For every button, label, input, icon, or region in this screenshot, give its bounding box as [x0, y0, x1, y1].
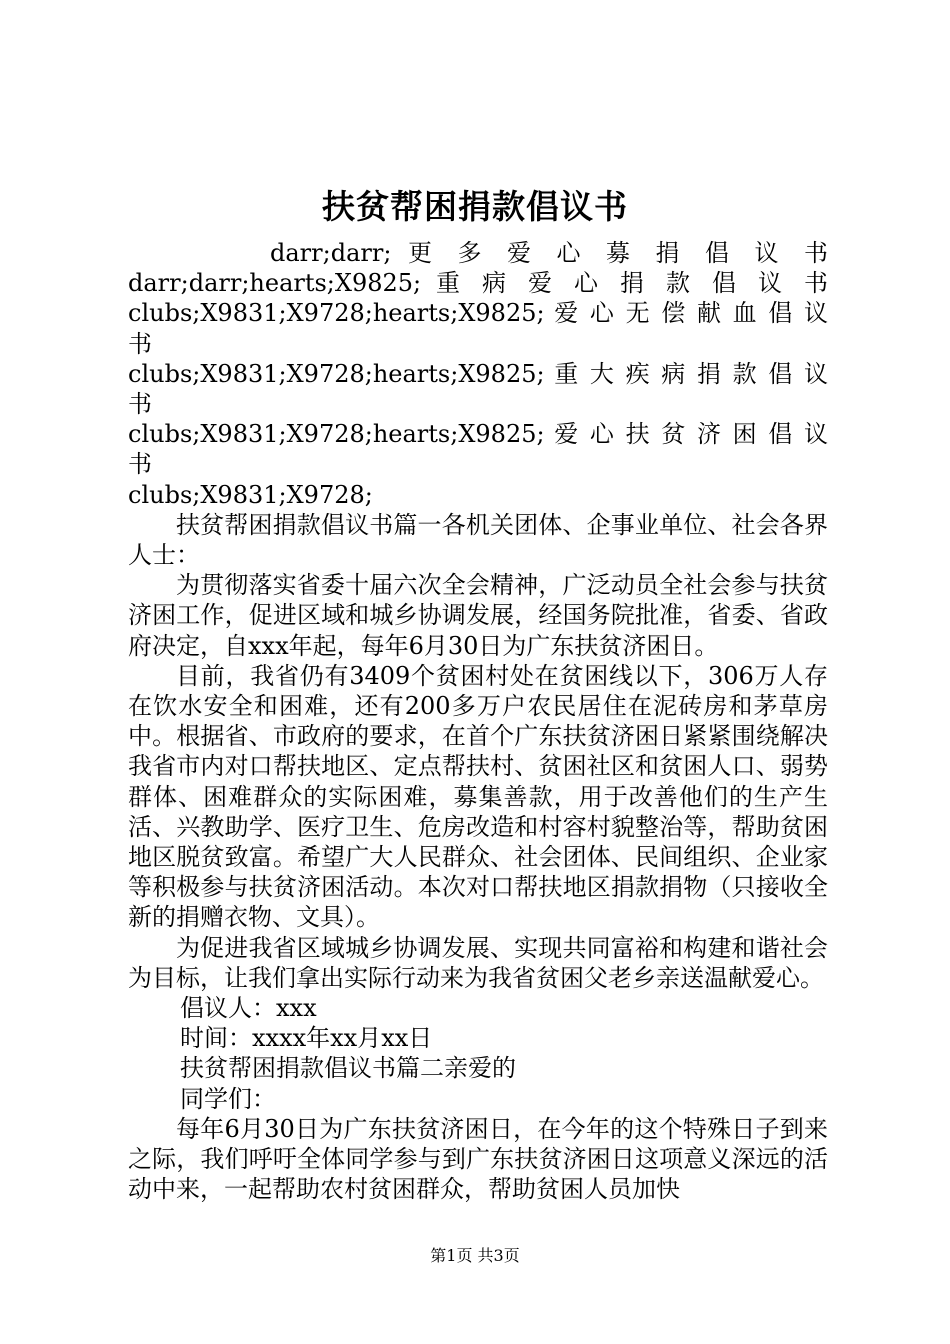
intro-line-2: darr;darr;hearts;X9825; 重 病 爱 心 捐 款 倡 议 书	[128, 269, 828, 298]
intro-line-1: darr;darr; 更 多 爱 心 募 捐 倡 议 书	[270, 239, 828, 267]
second-heading: 扶贫帮困捐款倡议书篇二亲爱的	[180, 1054, 516, 1083]
intro-line-6-wrap	[128, 480, 828, 510]
greeting-line: 同学们：	[180, 1084, 276, 1113]
intro-line-5-wrap	[128, 419, 828, 479]
date-line: 时间：xxxx年xx月xx日	[180, 1024, 433, 1053]
paragraph: 目前，我省仍有3409个贫困村处在贫困线以下，306万人存在饮水安全和困难，还有200多万户农民居住在泥砖房和茅草房中。根据省、市政府的要求，在首个广东扶贫济困日紧紧围绕解决我省市内对口帮扶地区、定点帮扶村、贫困社区和贫困人口、弱势群体、困难群众的实际困难，募集善款，用于改善他们的生产生活、兴教助学、医疗卫生、危房改造和村容村貌整治等，帮助贫困地区脱贫致富。希望广大人民群众、社会团体、民间组织、企业家等积极参与扶贫济困活动。本次对口帮扶地区捐款捐物（只接收全新的捐赠衣物、文具）。	[128, 661, 828, 932]
paragraph: 每年6月30日为广东扶贫济困日，在今年的这个特殊日子到来之际，我们呼吁全体同学参与到广东扶贫济困日这项意义深远的活动中来，一起帮助农村贫困群众，帮助贫困人员加快	[128, 1114, 828, 1204]
related-links-block	[128, 238, 828, 268]
intro-line-3-wrap	[128, 298, 828, 358]
document-title: 扶贫帮困捐款倡议书	[322, 187, 628, 226]
document-body	[128, 238, 828, 1205]
paragraph: 为促进我省区域城乡协调发展、实现共同富裕和构建和谐社会为目标，让我们拿出实际行动来为我省贫困父老乡亲送温献爱心。	[128, 933, 828, 992]
intro-line-5: clubs;X9831;X9728;hearts;X9825; 爱 心 扶 贫 济 困 倡 议 书	[128, 420, 828, 479]
intro-line-6: clubs;X9831;X9728;	[128, 480, 373, 509]
page-footer: 第1页 共3页	[430, 1246, 520, 1265]
paragraph: 扶贫帮困捐款倡议书篇一各机关团体、企事业单位、社会各界人士：	[128, 510, 828, 570]
initiator-line: 倡议人：xxx	[180, 994, 317, 1023]
intro-line-4-wrap	[128, 359, 828, 419]
paragraph: 为贯彻落实省委十届六次全会精神，广泛动员全社会参与扶贫济困工作，促进区域和城乡协调发展，经国务院批准，省委、省政府决定，自xxx年起，每年6月30日为广东扶贫济困日。	[128, 571, 828, 660]
intro-line-3: clubs;X9831;X9728;hearts;X9825; 爱 心 无 偿 献 血 倡 议 书	[128, 299, 828, 358]
intro-line-4: clubs;X9831;X9728;hearts;X9825; 重 大 疾 病 捐 款 倡 议 书	[128, 359, 828, 419]
intro-line-2-wrap	[128, 268, 828, 298]
